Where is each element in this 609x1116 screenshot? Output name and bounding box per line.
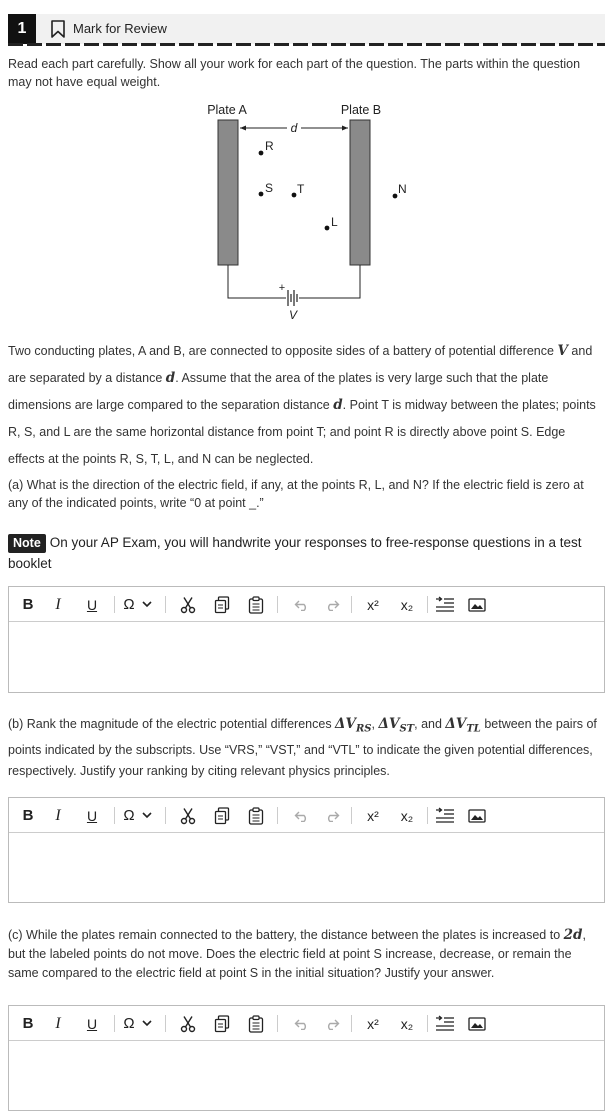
subscript-button[interactable]: x₂ — [400, 807, 414, 824]
image-icon[interactable] — [463, 587, 491, 622]
editor-toolbar — [9, 587, 604, 622]
italic-button[interactable]: I — [55, 595, 61, 613]
note-badge: Note — [8, 534, 46, 553]
part-a-prompt: (a) What is the direction of the electric field, if any, at the points R, L, and N? If the electric field is zero at any of the indicated points, write “0 at point _.” — [8, 478, 584, 510]
point-l-label: L — [331, 215, 338, 229]
point-t — [292, 193, 297, 198]
point-r — [259, 151, 264, 156]
part-c-prompt: (c) While the plates remain connected to the battery, the distance between the plates is increased to 2d, but the labeled points do not move. Does the electric field at point S increase, decrease, or remain the same compared to the electric field at point S in the initial situation? Justify your answer. — [8, 927, 586, 980]
response-editor-a — [8, 586, 605, 693]
subscript-button[interactable]: x₂ — [400, 1015, 414, 1032]
paste-icon[interactable] — [243, 798, 269, 833]
plate-a-label: Plate A — [207, 103, 247, 117]
response-textarea-c[interactable] — [9, 1041, 604, 1110]
bold-button[interactable]: B — [22, 1015, 34, 1032]
question-number: 1 — [8, 14, 36, 44]
plate-b-label: Plate B — [340, 103, 382, 117]
note-text: On your AP Exam, you will handwrite your responses to free-response questions in a test booklet — [8, 535, 582, 571]
chevron-down-icon[interactable] — [139, 587, 155, 622]
underline-button[interactable]: U — [86, 1015, 98, 1032]
point-r-label: R — [265, 139, 274, 153]
bold-button[interactable]: B — [22, 596, 34, 613]
instructions: Read each part carefully. Show all your work for each part of the question. The parts within the question may not have equal weight. — [8, 57, 581, 89]
chevron-down-icon[interactable] — [139, 798, 155, 833]
paste-icon[interactable] — [243, 587, 269, 622]
point-s — [259, 192, 264, 197]
special-characters-button[interactable]: Ω — [123, 807, 135, 824]
question-stem: Two conducting plates, A and B, are connected to opposite sides of a battery of potential difference V and are separated by a distance d. Assume that the area of the plates is very large such that the plate dimensions are large compared to the separation distance d. Point T is midway between the plates; points R, S, and L are the same horizontal distance from point T; and point R is directly above point S. Edge effects at the points R, S, T, L, and N can be neglected. — [8, 343, 596, 466]
point-t-label: T — [297, 182, 305, 196]
note — [8, 532, 605, 574]
indent-icon[interactable] — [431, 587, 459, 622]
mark-for-review-button[interactable]: Mark for Review — [73, 21, 167, 36]
cut-icon[interactable] — [175, 798, 201, 833]
special-characters-button[interactable]: Ω — [123, 1015, 135, 1032]
response-editor-c — [8, 1005, 605, 1111]
point-s-label: S — [265, 181, 274, 195]
point-l — [325, 226, 330, 231]
plates-diagram — [195, 100, 415, 325]
response-editor-b — [8, 797, 605, 903]
superscript-button[interactable]: x² — [367, 1015, 379, 1032]
superscript-button[interactable]: x² — [367, 596, 379, 613]
part-b-prompt: (b) Rank the magnitude of the electric potential differences $\Delta V_{RS}$, $\Delta V_{ST}$, and $\Delta V_{TL}$ between the pairs of points indicated by the subscripts. Use “VRS,” “VST,” and “VTL” to indicate the given potential differences, respectively. Justify your ranking by citing relevant physics principles. — [8, 716, 597, 778]
copy-icon[interactable] — [209, 587, 235, 622]
italic-button[interactable]: I — [55, 806, 61, 824]
response-textarea-b[interactable] — [9, 833, 604, 902]
cut-icon[interactable] — [175, 1006, 201, 1041]
image-icon[interactable] — [463, 1006, 491, 1041]
point-n — [393, 194, 398, 199]
question-header — [8, 14, 605, 44]
image-icon[interactable] — [463, 798, 491, 833]
subscript-button[interactable]: x₂ — [400, 596, 414, 613]
undo-icon[interactable] — [289, 798, 315, 833]
cut-icon[interactable] — [175, 587, 201, 622]
redo-icon[interactable] — [319, 1006, 345, 1041]
separation-label: d — [290, 121, 298, 135]
undo-icon[interactable] — [289, 587, 315, 622]
underline-button[interactable]: U — [86, 596, 98, 613]
paste-icon[interactable] — [243, 1006, 269, 1041]
chevron-down-icon[interactable] — [139, 1006, 155, 1041]
battery-plus: + — [278, 282, 286, 294]
editor-toolbar — [9, 1006, 604, 1041]
bookmark-icon[interactable] — [50, 20, 66, 38]
bold-button[interactable]: B — [22, 807, 34, 824]
header-divider — [8, 43, 605, 46]
redo-icon[interactable] — [319, 798, 345, 833]
indent-icon[interactable] — [431, 798, 459, 833]
editor-toolbar — [9, 798, 604, 833]
point-n-label: N — [398, 182, 407, 196]
copy-icon[interactable] — [209, 798, 235, 833]
plate-a — [218, 120, 238, 265]
plate-b — [350, 120, 370, 265]
copy-icon[interactable] — [209, 1006, 235, 1041]
undo-icon[interactable] — [289, 1006, 315, 1041]
special-characters-button[interactable]: Ω — [123, 596, 135, 613]
indent-icon[interactable] — [431, 1006, 459, 1041]
superscript-button[interactable]: x² — [367, 807, 379, 824]
italic-button[interactable]: I — [55, 1014, 61, 1032]
response-textarea-a[interactable] — [9, 622, 604, 692]
redo-icon[interactable] — [319, 587, 345, 622]
underline-button[interactable]: U — [86, 807, 98, 824]
battery-label: V — [288, 308, 298, 322]
